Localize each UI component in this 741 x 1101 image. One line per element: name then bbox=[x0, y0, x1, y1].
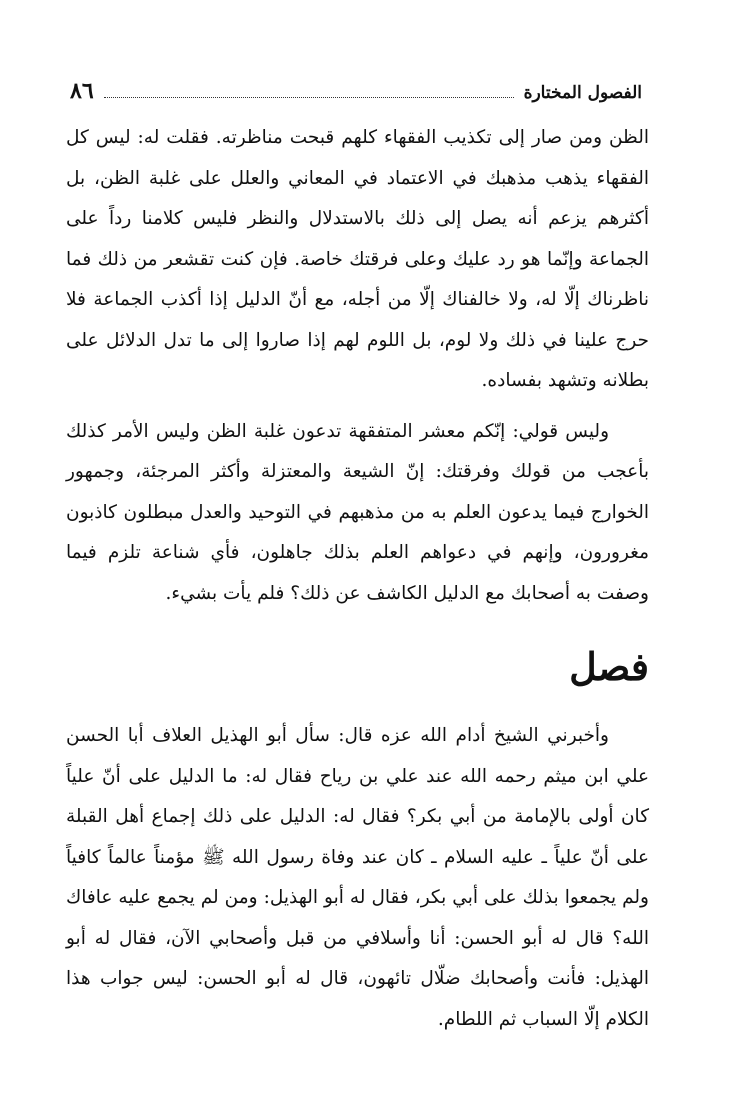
body-text bbox=[66, 118, 649, 1040]
running-header bbox=[70, 72, 642, 102]
paragraph-gap bbox=[66, 402, 649, 412]
paragraph: وليس قولي: إنّكم معشر المتفقهة تدعون غلبة الظن وليس الأمر كذلك بأعجب من قولك وفرقتك: إنّ الشيعة والمعتزلة وأكثر المرجئة، وجمهور الخوارج فيما يدعون العلم به من مذهبهم في التوحيد والعدل مبطلون كاذبون مغرورون، وإنهم في دعواهم العلم بذلك جاهلون، فأي شناعة تلزم فيما وصفت به أصحابك مع الدليل الكاشف عن ذلك؟ فلم يأت بشيء. bbox=[66, 420, 649, 604]
header-dotted-leader bbox=[104, 96, 514, 98]
running-title: الفصول المختارة bbox=[523, 83, 642, 103]
page-number: ٨٦ bbox=[70, 78, 94, 104]
section-heading: فصل bbox=[569, 644, 649, 689]
paragraph: وأخبرني الشيخ أدام الله عزه قال: سأل أبو الهذيل العلاف أبا الحسن علي ابن ميثم رحمه الله عند علي بن رياح فقال له: ما الدليل على أنّ علياً كان أولى بالإمامة من أبي بكر؟ فقال له: الدليل على ذلك إجماع أهل القبلة على أنّ علياً ـ عليه السلام ـ كان عند وفاة رسول الله ﷺ مؤمناً عالماً كافياً ولم يجمعوا بذلك على أبي بكر، فقال له أبو الهذيل: ومن لم يجمع عليه عافاك الله؟ قال له أبو الحسن: أنا وأسلافي من قبل وأصحابي الآن، فقال له أبو الهذيل: فأنت وأصحابك ضلّال تائهون، قال له أبو الحسن: ليس جواب هذا الكلام إلّا السباب ثم اللطام. bbox=[66, 725, 649, 1030]
paragraph: الظن ومن صار إلى تكذيب الفقهاء كلهم قبحت مناظرته. فقلت له: ليس كل الفقهاء يذهب مذهبك في الاعتماد في المعاني والعلل على غلبة الظن، بل أكثرهم يزعم أنه يصل إلى ذلك بالاستدلال والنظر فليس كلامنا رداً على الجماعة وإنّما هو رد عليك وعلى فرقتك خاصة. فإن كنت تقشعر من ذلك فما ناظرناك إلّا له، ولا خالفناك إلّا من أجله، مع أنّ الدليل إذا أكذب الجماعة فلا حرج علينا في ذلك ولا لوم، بل اللوم لهم إذا صاروا إلى ما تدل الدلائل على بطلانه وتشهد بفساده. bbox=[66, 127, 649, 391]
